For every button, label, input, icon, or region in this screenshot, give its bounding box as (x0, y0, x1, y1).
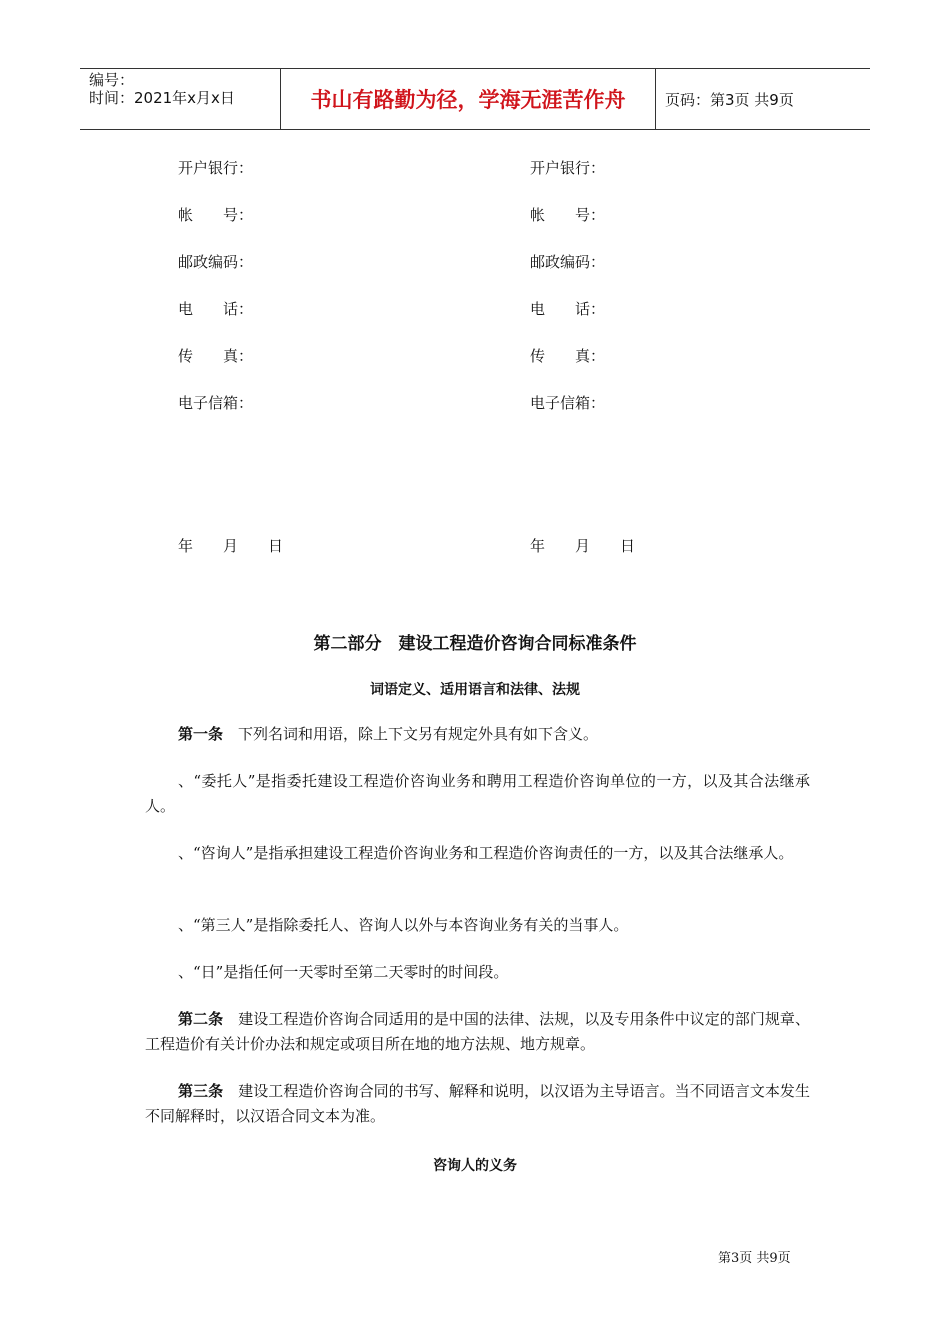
left-account-field: 帐 号： (178, 206, 254, 224)
header-meta (80, 69, 281, 129)
article-3 (145, 1079, 810, 1129)
left-phone-field: 电 话： (178, 300, 254, 318)
right-bank-field: 开户银行： (530, 159, 606, 177)
article-2 (145, 1007, 810, 1057)
left-fax-field: 传 真： (178, 347, 254, 365)
definition-4 (145, 960, 810, 985)
header-motto: 书山有路勤为径，学海无涯苦作舟 (281, 69, 656, 129)
right-phone-field: 电 话： (530, 300, 606, 318)
right-postcode-field: 邮政编码： (530, 253, 606, 271)
definition-2 (145, 841, 810, 866)
article-text: 、“日”是指任何一天零时至第二天零时的时间段。 (178, 963, 509, 981)
time-label: 时间：2021年x月x日 (89, 89, 235, 107)
right-email-field: 电子信箱： (530, 394, 606, 412)
left-email-field: 电子信箱： (178, 394, 254, 412)
page-footer: 第3页 共9页 (718, 1251, 791, 1266)
right-account-field: 帐 号： (530, 206, 606, 224)
header-page-label: 页码：第3页 共9页 (665, 90, 794, 109)
left-postcode-field: 邮政编码： (178, 253, 254, 271)
article-text: 建设工程造价咨询合同适用的是中国的法律、法规，以及专用条件中议定的部门规章、工程造价有关计价办法和规定或项目所在地的地方法规、地方规章。 (145, 1010, 810, 1053)
section-title-consultant-obligations: 咨询人的义务 (433, 1158, 517, 1174)
left-date: 年 月 日 (178, 537, 284, 555)
article-text: 建设工程造价咨询合同的书写、解释和说明，以汉语为主导语言。当不同语言文本发生不同解释时，以汉语合同文本为准。 (145, 1082, 810, 1125)
left-bank-field: 开户银行： (178, 159, 254, 177)
right-fax-field: 传 真： (530, 347, 606, 365)
article-text: 、“委托人”是指委托建设工程造价咨询业务和聘用工程造价咨询单位的一方，以及其合法继承人。 (145, 772, 810, 815)
page-header (80, 68, 870, 130)
definition-3 (145, 913, 810, 938)
article-text: 、“咨询人”是指承担建设工程造价咨询业务和工程造价咨询责任的一方，以及其合法继承人。 (178, 844, 794, 862)
article-text: 下列名词和用语，除上下文另有规定外具有如下含义。 (223, 725, 599, 743)
article-label: 第一条 (178, 725, 224, 743)
article-label: 第二条 (178, 1010, 224, 1028)
number-label: 编号： (89, 71, 135, 89)
article-text: 、“第三人”是指除委托人、咨询人以外与本咨询业务有关的当事人。 (178, 916, 629, 934)
article-1 (145, 722, 810, 747)
part-title: 第二部分 建设工程造价咨询合同标准条件 (313, 634, 637, 654)
section-title-definitions: 词语定义、适用语言和法律、法规 (370, 682, 580, 698)
right-date: 年 月 日 (530, 537, 636, 555)
definition-1 (145, 769, 810, 819)
article-label: 第三条 (178, 1082, 224, 1100)
